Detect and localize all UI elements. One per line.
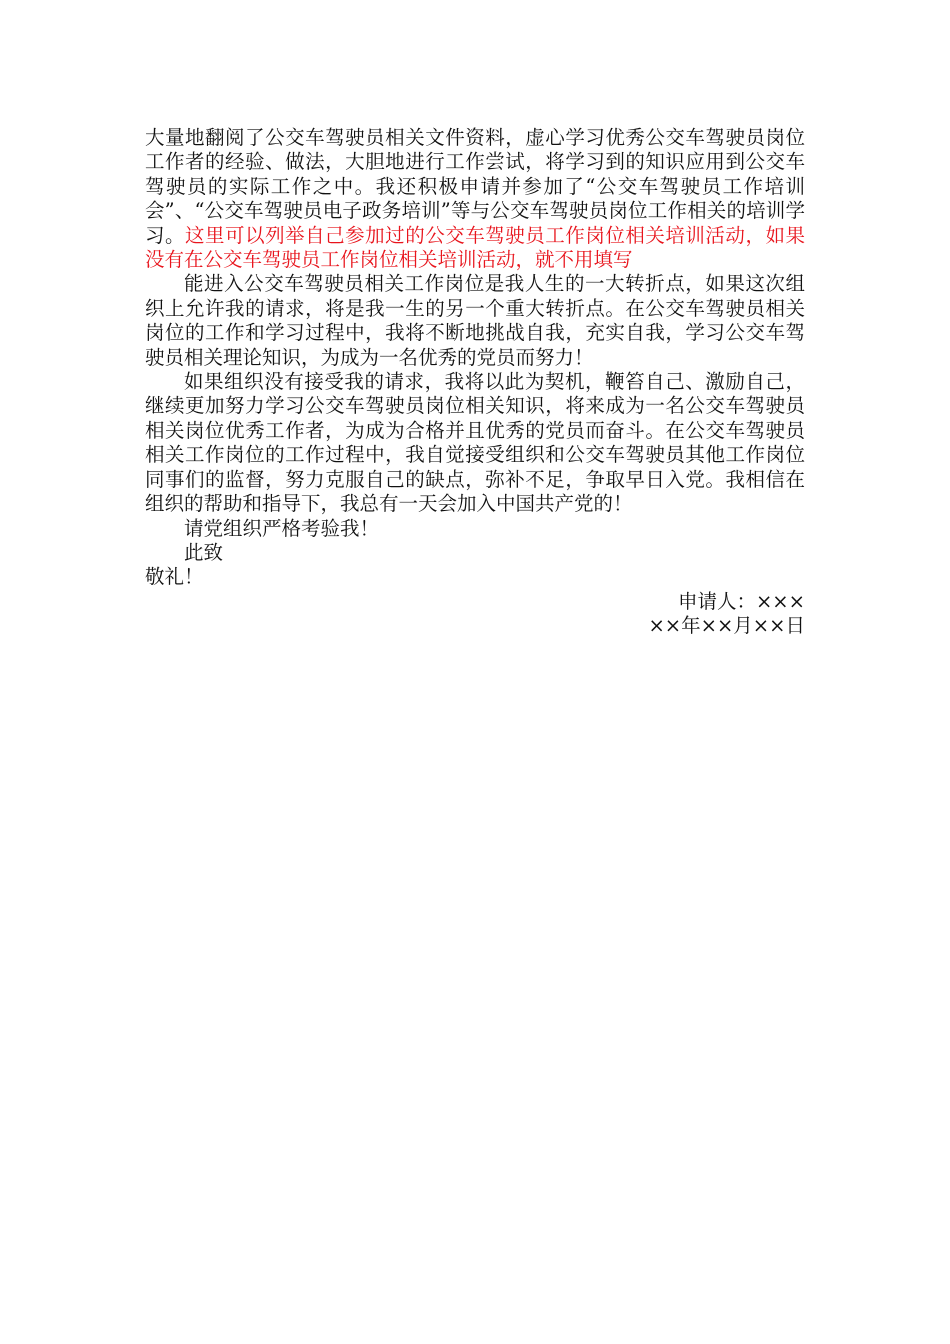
paragraph-commitment: 如果组织没有接受我的请求，我将以此为契机，鞭笞自己、激励自己，继续更加努力学习公交车驾驶员岗位相关知识，将来成为一名公交车驾驶员相关岗位优秀工作者，为成为合格并且优秀的党员而奋斗。在公交车驾驶员相关工作岗位的工作过程中，我自觉接受组织和公交车驾驶员其他工作岗位同事们的监督，努力克服自己的缺点，弥补不足，争取早日入党。我相信在组织的帮助和指导下，我总有一天会加入中国共产党的！: [145, 370, 805, 516]
signature-line: 申请人：×××: [677, 589, 805, 613]
paragraph-training: [145, 126, 805, 272]
paragraph-request: 请党组织严格考验我！: [184, 516, 380, 540]
date-line: ××年××月××日: [648, 614, 805, 638]
application-letter-page: [145, 118, 805, 639]
closing-salutation: 此致: [184, 540, 224, 564]
paragraph-turning-point: 能进入公交车驾驶员相关工作岗位是我人生的一大转折点，如果这次组织上允许我的请求，将是我一生的另一个重大转折点。在公交车驾驶员相关岗位的工作和学习过程中，我将不断地挑战自我，充实自我，学习公交车驾驶员相关理论知识，为成为一名优秀的党员而努力！: [145, 272, 805, 369]
paragraph-training-text: 大量地翻阅了公交车驾驶员相关文件资料，虚心学习优秀公交车驾驶员岗位工作者的经验、做法，大胆地进行工作尝试，将学习到的知识应用到公交车驾驶员的实际工作之中。我还积极申请并参加了“公交车驾驶员工作培训会”、“公交车驾驶员电子政务培训”等与公交车驾驶员岗位工作相关的培训学习。: [145, 126, 805, 247]
paragraph-training-note: 这里可以列举自己参加过的公交车驾驶员工作岗位相关培训活动，如果没有在公交车驾驶员工作岗位相关培训活动，就不用填写: [145, 223, 805, 272]
closing-regards: 敬礼！: [145, 565, 204, 589]
